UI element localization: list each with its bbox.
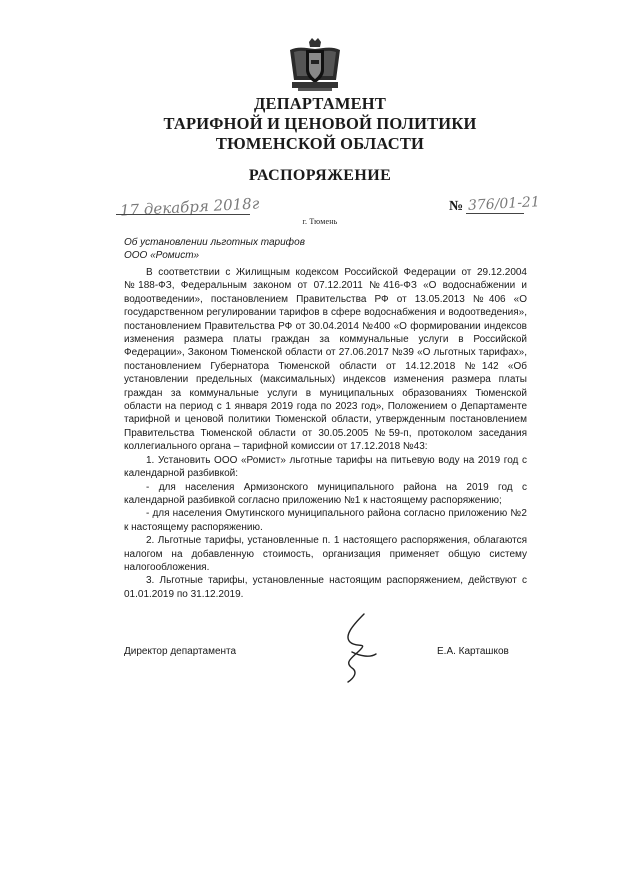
body-item-3: 3. Льготные тарифы, установленные настоящим распоряжением, действуют с 01.01.2019 по 31.12.2019. (124, 575, 527, 600)
handwritten-signature (330, 612, 380, 684)
city-label: г. Тюмень (302, 217, 338, 226)
document-type-heading: РАСПОРЯЖЕНИЕ (248, 167, 392, 184)
body-item-2: 2. Льготные тарифы, установленные п. 1 настоящего распоряжения, облагаются налогом на добавленную стоимость, организация применяет общую систему налогообложения. (124, 535, 527, 573)
department-title-line1: ДЕПАРТАМЕНТ (253, 94, 387, 113)
body-item-1: 1. Установить ООО «Ромист» льготные тарифы на питьевую воду на 2019 год с календарной разбивкой: (124, 454, 527, 480)
signatory-name: Е.А. Карташков (437, 646, 509, 657)
document-subject (124, 236, 305, 262)
document-body (124, 266, 527, 601)
number-sign: № (449, 199, 464, 214)
subject-line2: ООО «Ромист» (124, 250, 200, 261)
coat-of-arms-emblem (284, 36, 346, 92)
body-item-1b: - для населения Омутинского муниципального района согласно приложению №2 к настоящему распоряжению. (124, 508, 527, 533)
handwritten-date: 17 декабря 2018г (119, 194, 260, 220)
body-preamble: В соответствии с Жилищным кодексом Российской Федерации от 29.12.2004 №188-ФЗ, Федеральным законом от 07.12.2011 №416-ФЗ «О водоснабжении и водоотведении», постановлением Правительства РФ от 13.05.2013 №406 «О государственном регулировании тарифов в сфере водоснабжения и водоотведения», постановлением Правительства РФ от 30.04.2014 №400 «О формировании индексов изменения размера платы граждан за коммунальные услуги в Российской Федерации», Законом Тюменской области от 27.06.2017 №39 «О льготных тарифах», постановлением Губернатора Тюменской области от 14.12.2018 №142 «Об установлении предельных (максимальных) индексов изменения размера платы граждан за коммунальные услуги в муниципальных образованиях Тюменской области на период с 1 января 2019 года по 2023 год», Положением о Департаменте тарифной и ценовой политики Тюменской области, утвержденным постановлением Правительства Тюменской области от 30.05.2005 №59-п, протоколом заседания коллегиального органа – тарифной комиссии от 17.12.2018 №43: (124, 267, 527, 453)
date-underline (116, 214, 250, 215)
subject-line1: Об установлении льготных тарифов (124, 237, 305, 248)
body-item-1a: - для населения Армизонского муниципального района на 2019 год с календарной разбивкой согласно приложению №1 к настоящему распоряжению; (124, 481, 527, 506)
handwritten-number: 376/01-21 (467, 194, 541, 214)
department-title-line2: ТАРИФНОЙ И ЦЕНОВОЙ ПОЛИТИКИ (163, 114, 477, 133)
department-title-line3: ТЮМЕНСКОЙ ОБЛАСТИ (215, 134, 425, 153)
number-underline (466, 213, 524, 214)
signatory-position: Директор департамента (124, 646, 237, 657)
